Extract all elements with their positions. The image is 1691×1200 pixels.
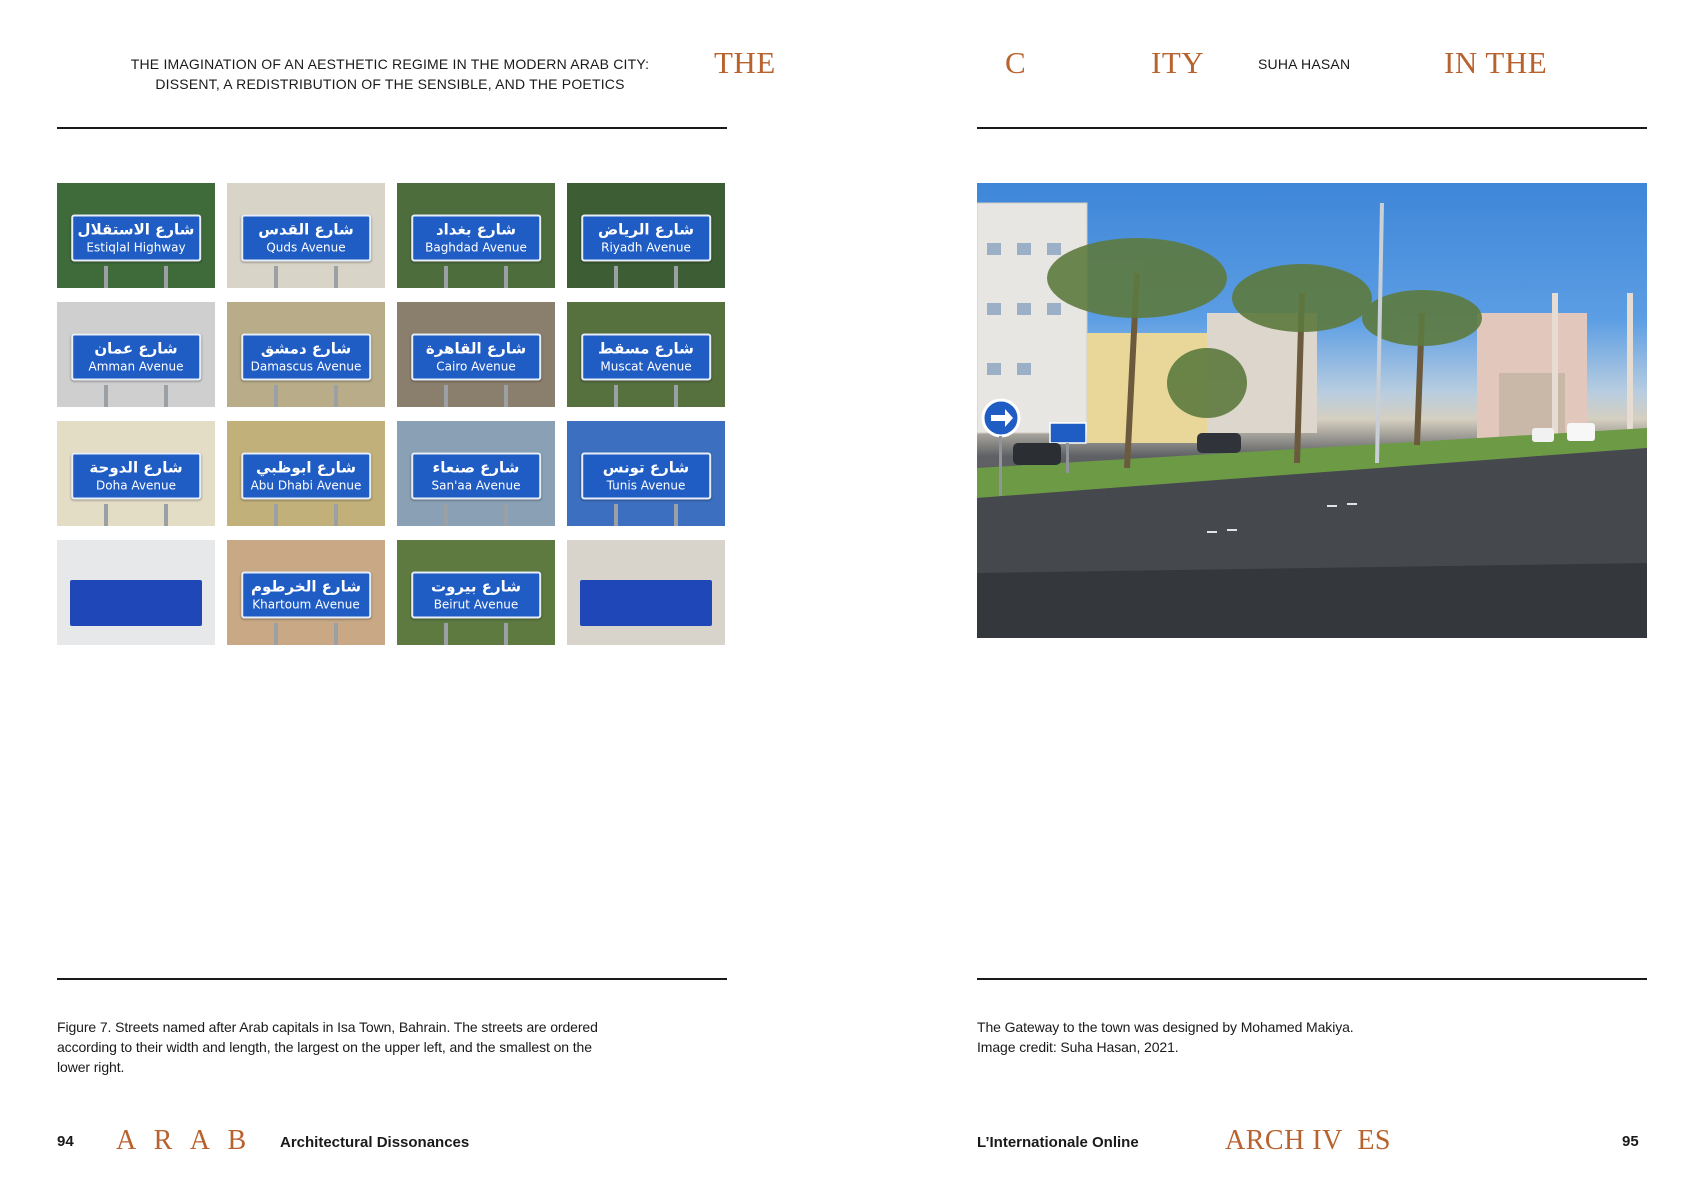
sign-post	[444, 385, 448, 407]
page-number-right: 95	[1622, 1133, 1639, 1150]
street-sign	[241, 333, 371, 380]
street-name-arabic: شارع القاهرة	[425, 339, 527, 358]
street-name-english: San'aa Avenue	[431, 478, 521, 493]
painted-over-sign	[70, 580, 203, 626]
sign-post	[274, 623, 278, 645]
street-sign-photo	[57, 302, 215, 407]
street-name-arabic: شارع عمان	[94, 339, 178, 358]
photo-caption-line-1: The Gateway to the town was designed by Mohamed Makiya.	[977, 1019, 1354, 1035]
sign-post	[444, 266, 448, 288]
sign-post	[614, 504, 618, 526]
sign-post	[504, 266, 508, 288]
sign-post	[334, 266, 338, 288]
street-sign	[71, 452, 201, 499]
street-name-english: Estiqlal Highway	[86, 240, 186, 255]
street-sign-photo	[227, 421, 385, 526]
sign-post	[444, 504, 448, 526]
street-sign	[581, 452, 711, 499]
sign-post	[674, 504, 678, 526]
street-sign-photo	[397, 540, 555, 645]
sign-post	[674, 385, 678, 407]
photo-illustration	[977, 183, 1647, 638]
sign-post	[104, 504, 108, 526]
street-name-arabic: شارع ابوظبي	[255, 458, 357, 477]
street-name-english: Damascus Avenue	[250, 359, 362, 374]
publication-title: L’Internationale Online	[977, 1134, 1139, 1151]
street-name-arabic: شارع بغداد	[435, 220, 517, 239]
sign-post	[504, 385, 508, 407]
sign-post	[444, 623, 448, 645]
accent-arab: A R A B	[116, 1125, 253, 1156]
street-name-english: Cairo Avenue	[436, 359, 516, 374]
street-sign	[241, 452, 371, 499]
street-sign-photo	[227, 183, 385, 288]
sign-post	[274, 266, 278, 288]
caption-line-3: lower right.	[57, 1059, 125, 1075]
sign-post	[504, 623, 508, 645]
street-sign-photo	[57, 421, 215, 526]
street-sign-photo	[567, 421, 725, 526]
street-sign-photo	[567, 302, 725, 407]
street-name-arabic: شارع صنعاء	[432, 458, 520, 477]
street-name-arabic: شارع دمشق	[260, 339, 352, 358]
accent-c: C	[1005, 45, 1027, 80]
sign-post	[674, 266, 678, 288]
street-name-english: Tunis Avenue	[606, 478, 686, 493]
street-name-english: Abu Dhabi Avenue	[250, 478, 362, 493]
caption-rule-right	[977, 978, 1647, 980]
running-title-line-1: THE IMAGINATION OF AN AESTHETIC REGIME IN THE MODERN ARAB CITY:	[130, 56, 650, 72]
photo-caption-line-2: Image credit: Suha Hasan, 2021.	[977, 1039, 1179, 1055]
street-sign-photo	[227, 540, 385, 645]
street-name-arabic: شارع الاستقلال	[77, 220, 195, 239]
street-name-english: Muscat Avenue	[600, 359, 692, 374]
street-sign-photo	[57, 540, 215, 645]
street-sign	[71, 214, 201, 261]
sign-post	[164, 385, 168, 407]
street-sign	[241, 571, 371, 618]
accent-ity: ITY	[1151, 45, 1205, 80]
street-name-english: Quds Avenue	[266, 240, 346, 255]
street-sign	[71, 333, 201, 380]
page-number-left: 94	[57, 1133, 74, 1150]
street-name-arabic: شارع الخرطوم	[251, 577, 361, 596]
street-sign-photo	[567, 183, 725, 288]
sign-post	[104, 266, 108, 288]
painted-over-sign	[580, 580, 713, 626]
sign-post	[614, 266, 618, 288]
street-sign	[581, 214, 711, 261]
accent-archives: ARCH IV ES	[1225, 1125, 1392, 1156]
street-sign-photo	[57, 183, 215, 288]
header-rule-right	[977, 127, 1647, 129]
header-rule-left	[57, 127, 727, 129]
street-sign	[411, 452, 541, 499]
street-sign-photo	[227, 302, 385, 407]
street-sign	[411, 333, 541, 380]
street-name-english: Amman Avenue	[88, 359, 184, 374]
caption-rule-left	[57, 978, 727, 980]
sign-post	[104, 385, 108, 407]
street-name-english: Beirut Avenue	[433, 597, 519, 612]
street-name-arabic: شارع الدوحة	[89, 458, 183, 477]
street-name-english: Riyadh Avenue	[601, 240, 691, 255]
running-title	[90, 54, 690, 94]
sign-post	[334, 623, 338, 645]
street-sign-photo	[567, 540, 725, 645]
street-name-arabic: شارع تونس	[602, 458, 690, 477]
sign-post	[274, 385, 278, 407]
running-title-line-2: DISSENT, A REDISTRIBUTION OF THE SENSIBLE, AND THE POETICS	[155, 76, 625, 92]
sign-post	[334, 385, 338, 407]
figure-caption	[57, 1017, 727, 1077]
street-sign	[411, 571, 541, 618]
accent-in-the: IN THE	[1444, 45, 1548, 80]
gateway-street-photo	[977, 183, 1647, 638]
street-name-arabic: شارع الرياض	[597, 220, 695, 239]
sign-post	[614, 385, 618, 407]
street-sign-photo	[397, 421, 555, 526]
caption-line-2: according to their width and length, the largest on the upper left, and the smallest on the	[57, 1039, 592, 1055]
sign-post	[274, 504, 278, 526]
street-name-english: Doha Avenue	[96, 478, 176, 493]
sign-post	[504, 504, 508, 526]
street-name-arabic: شارع القدس	[258, 220, 354, 239]
sign-post	[164, 266, 168, 288]
accent-the: THE	[714, 45, 776, 80]
street-name-english: Baghdad Avenue	[425, 240, 527, 255]
street-name-english: Khartoum Avenue	[252, 597, 360, 612]
left-page	[0, 0, 845, 1200]
sign-post	[164, 504, 168, 526]
street-sign-photo	[397, 183, 555, 288]
street-sign-grid	[57, 183, 727, 639]
sign-post	[334, 504, 338, 526]
caption-line-1: Figure 7. Streets named after Arab capitals in Isa Town, Bahrain. The streets are ordered	[57, 1019, 598, 1035]
photo-caption	[977, 1017, 1647, 1057]
street-sign	[581, 333, 711, 380]
street-sign-photo	[397, 302, 555, 407]
street-sign	[241, 214, 371, 261]
street-sign	[411, 214, 541, 261]
author-name: SUHA HASAN	[1258, 56, 1351, 72]
journal-section-title: Architectural Dissonances	[280, 1134, 470, 1151]
street-name-arabic: شارع بيروت	[431, 577, 521, 596]
street-name-arabic: شارع مسقط	[598, 339, 694, 358]
